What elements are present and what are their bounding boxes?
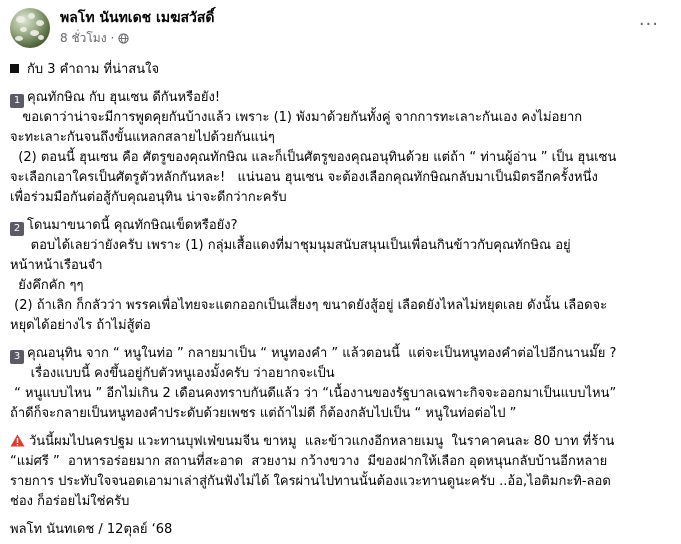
- author-name[interactable]: พลโท นันทเดช เมฆสวัสดิ์: [60, 9, 215, 26]
- q1-line-1: ขอเดาว่าน่าจะมีการพูดคุยกันบ้างแล้ว เพราะ (1) พังมาด้วยกันทั้งคู่ จากการทะเลาะกันเอง คงไม่อยาก: [10, 110, 583, 125]
- q1-line-4: จะเลือกเอาใครเป็นศัตรูตัวหลักกันหละ! แน่นอน ฮุนเซน จะต้องเลือกคุณทักษิณกลับมาเป็นมิตรอีกครั้งหนึ่ง: [10, 170, 598, 185]
- intro-line: [10, 60, 670, 80]
- q2-question: [10, 216, 670, 236]
- post-header: [10, 8, 215, 48]
- keycap-3-icon: 3: [10, 350, 24, 364]
- q3-line-3: ถ้าดีก็จะกลายเป็นหนูทองคำประดับด้วยเพชร แต่ถ้าไม่ดี ก็ต้องกลับไปเป็น “ หนูในท่อต่อไป ”: [10, 406, 517, 421]
- note-line-3: รายการ ประทับใจจนอดเอามาเล่าสู่กันฟังไม่ได้ ใครผ่านไปทานนั้นต้องแวะทานดูนะครับ ..อ้อ,ไอติมกะทิ-ลอด: [10, 474, 611, 489]
- q2-line-2: หน้าหน้าเรือนจำ: [10, 258, 103, 273]
- more-options-button[interactable]: ···: [638, 14, 659, 35]
- signature: พลโท นันทเดช / 12ตุลย์ ‘68: [10, 522, 173, 537]
- q2-question-text: โดนมาขนาดนี้ คุณทักษิณเข็ดหรือยัง?: [27, 218, 238, 233]
- note-line-1-text: วันนี้ผมไปนครปฐม แวะทานบุฟเฟ่ขนมจีน ขาหมู และข้าวแกงอีกหลายเมนู ในราคาคนละ 80 บาท ที่ร้าน: [29, 434, 615, 449]
- q3-line-2: “ หนูแบบไหน ” อีกไม่เกิน 2 เดือนคงทราบกันดีแล้ว ว่า “เนื้องานของรัฐบาลเฉพาะกิจจะออกมาเป็นแบบไหน”: [10, 386, 617, 401]
- q2-line-5: หยุดได้อย่างไร ถ้าไม่สู้ต่อ: [10, 318, 151, 333]
- note-line-2: “แม่ศรี ” อาหารอร่อยมาก สถานที่สะอาด สวยงาม กว้างขวาง มีของฝากให้เลือก อุดหนุนกลับบ้านอีกหลาย: [10, 454, 608, 469]
- author-avatar[interactable]: [10, 8, 50, 48]
- q3-question-text: คุณอนุทิน จาก “ หนูในท่อ ” กลายมาเป็น “ หนูทองคำ ” แล้วตอนนี้ แต่จะเป็นหนูทองคำต่อไปอีกนานมั๊ย ?: [27, 346, 617, 361]
- post-meta: [60, 29, 215, 48]
- q1-line-2: จะทะเลาะกันจนถึงขั้นแหลกสลายไปด้วยกันแน่ๆ: [10, 130, 275, 145]
- q3-question: [10, 344, 670, 364]
- q2-line-3: ยังคึกคัก ๆๆ: [10, 278, 84, 293]
- q2-line-4: (2) ถ้าเลิก ก็กลัวว่า พรรคเพื่อไทยจะแตกออกเป็นเสี่ยงๆ ขนาดยังสู้อยู่ เลือดยังไหลไม่หยุดเลย ดังนั้น เลือดจะ: [10, 298, 608, 313]
- q1-line-5: เพื่อร่วมมือกันต่อสู้กับคุณอนุทิน น่าจะดีกว่ากะครับ: [10, 190, 287, 205]
- red-triangle-icon: [10, 434, 25, 447]
- keycap-1-icon: 1: [10, 94, 24, 108]
- post-body: [10, 60, 670, 540]
- note-line-1: [10, 432, 670, 452]
- meta-separator: ·: [110, 31, 115, 45]
- q2-line-1: ตอบได้เลยว่ายังครับ เพราะ (1) กลุ่มเสื้อแดงที่มาชุมนุมสนับสนุนเป็นเพื่อนกินข้าวกับคุณทักษิณ อยู่: [10, 238, 571, 253]
- keycap-2-icon: 2: [10, 222, 24, 236]
- q1-question-text: คุณทักษิณ กับ ฮุนเซน ดีกันหรือยัง!: [27, 90, 221, 105]
- note-line-4: ช่อง ก็อร่อยไม่ใช่ครับ: [10, 494, 130, 509]
- q1-line-3: (2) ตอนนี้ ฮุนเซน คือ ศัตรูของคุณทักษิณ และก็เป็นศัตรูของคุณอนุทินด้วย แต่ถ้า “ ท่านผู้อ่าน ” เป็น ฮุนเซน: [10, 150, 617, 165]
- globe-icon: [118, 33, 129, 44]
- intro-text: กับ 3 คำถาม ที่น่าสนใจ: [27, 62, 160, 77]
- black-square-icon: [10, 64, 19, 73]
- q1-question: [10, 88, 670, 108]
- post-timestamp[interactable]: 8 ชั่วโมง: [60, 30, 107, 45]
- q3-line-1: เรื่องแบบนี้ คงขึ้นอยู่กับตัวหนูเองมั้งครับ ว่าอยากจะเป็น: [10, 366, 335, 381]
- author-info: [60, 9, 215, 48]
